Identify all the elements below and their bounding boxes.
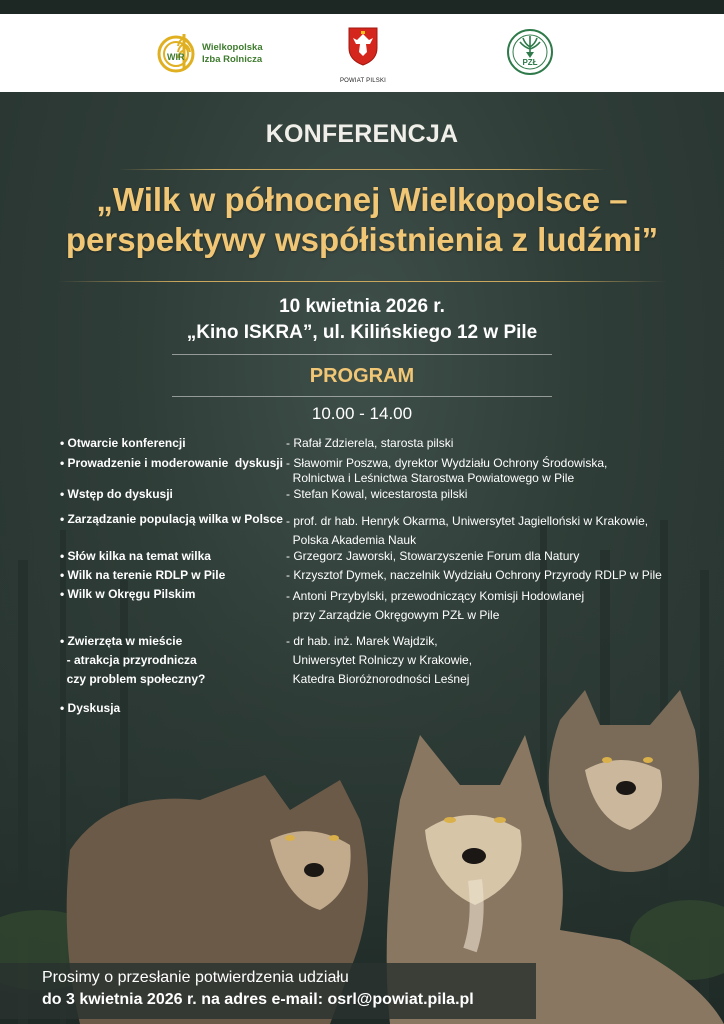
- event-place: „Kino ISKRA”, ul. Kilińskiego 12 w Pile: [186, 322, 538, 343]
- logo-bar: [0, 14, 724, 92]
- pzl-logo: [506, 28, 554, 76]
- pzl-emblem-icon: [506, 28, 554, 76]
- program-item-speaker: - prof. dr hab. Henryk Okarma, Uniwersytet Jagielloński w Krakowie, Polska Akademia Nauk: [286, 514, 649, 547]
- wheat-circle-icon: [156, 30, 200, 74]
- program-item-label: • Wstęp do dyskusji: [60, 487, 173, 501]
- program-item-speaker: - Krzysztof Dymek, naczelnik Wydziału Ochrony Przyrody RDLP w Pile: [286, 568, 662, 582]
- program-heading: PROGRAM: [309, 365, 415, 387]
- program-item-label: • Dyskusja: [60, 701, 121, 715]
- wir-logo: [156, 26, 276, 80]
- wir-logo-text: [202, 42, 263, 66]
- event-date: 10 kwietnia 2026 r.: [279, 296, 445, 317]
- powiat-logo-text: POWIAT PILSKI: [339, 78, 387, 84]
- title-line-1: „Wilk w północnej Wielkopolsce –: [96, 181, 628, 218]
- title-line-2: perspektywy współistnienia z ludźmi”: [65, 221, 659, 258]
- program-item-label: • Wilk na terenie RDLP w Pile: [60, 568, 226, 582]
- wir-name-line1: Wielkopolska: [202, 42, 263, 53]
- program-item-speaker: - Rafał Zdzierela, starosta pilski: [286, 436, 454, 450]
- svg-text:WIR: WIR: [167, 52, 185, 62]
- pzl-logo-text: PZŁ: [522, 58, 538, 67]
- event-kicker: KONFERENCJA: [265, 120, 459, 148]
- program-item-label: • Prowadzenie i moderowanie dyskusji: [60, 456, 283, 470]
- eagle-shield-icon: [347, 26, 379, 66]
- rsvp-line-2: do 3 kwietnia 2026 r. na adres e-mail: osrl@powiat.pila.pl: [42, 991, 474, 1008]
- divider-program: [172, 396, 552, 397]
- program-item-speaker: - dr hab. inż. Marek Wajdzik, Uniwersytet Rolniczy w Krakowie, Katedra Bioróżnorodności Leśnej: [286, 634, 473, 686]
- rsvp-line-1: Prosimy o przesłanie potwierdzenia udziału: [42, 969, 349, 986]
- divider-bottom: [58, 281, 666, 282]
- program-item-speaker: - Sławomir Poszwa, dyrektor Wydziału Ochrony Środowiska, Rolnictwa i Leśnictwa Starostwa Powiatowego w Pile: [286, 456, 608, 485]
- program-item-label: • Wilk w Okręgu Pilskim: [60, 587, 196, 601]
- program-item-speaker: - Antoni Przybylski, przewodniczący Komisji Hodowlanej przy Zarządzie Okręgowym PZŁ w Pile: [286, 589, 585, 622]
- program-item-speaker: - Grzegorz Jaworski, Stowarzyszenie Forum dla Natury: [286, 549, 580, 563]
- program-item-speaker: - Stefan Kowal, wicestarosta pilski: [286, 487, 468, 501]
- wir-name-line2: Izba Rolnicza: [202, 54, 263, 65]
- top-strip: [0, 0, 724, 14]
- conference-title: [0, 180, 724, 260]
- program-item-label: • Zarządzanie populacją wilka w Polsce: [60, 512, 283, 526]
- program-item-label: • Zwierzęta w mieście - atrakcja przyrodnicza czy problem społeczny?: [60, 634, 206, 686]
- divider-place: [172, 354, 552, 355]
- program-time: 10.00 - 14.00: [311, 404, 413, 423]
- program-item-label: • Otwarcie konferencji: [60, 436, 186, 450]
- program-item-label: • Słów kilka na temat wilka: [60, 549, 211, 563]
- wolf-right: [549, 690, 699, 872]
- powiat-logo: [338, 26, 388, 86]
- rsvp-footer: [0, 963, 536, 1019]
- divider-top: [118, 169, 606, 170]
